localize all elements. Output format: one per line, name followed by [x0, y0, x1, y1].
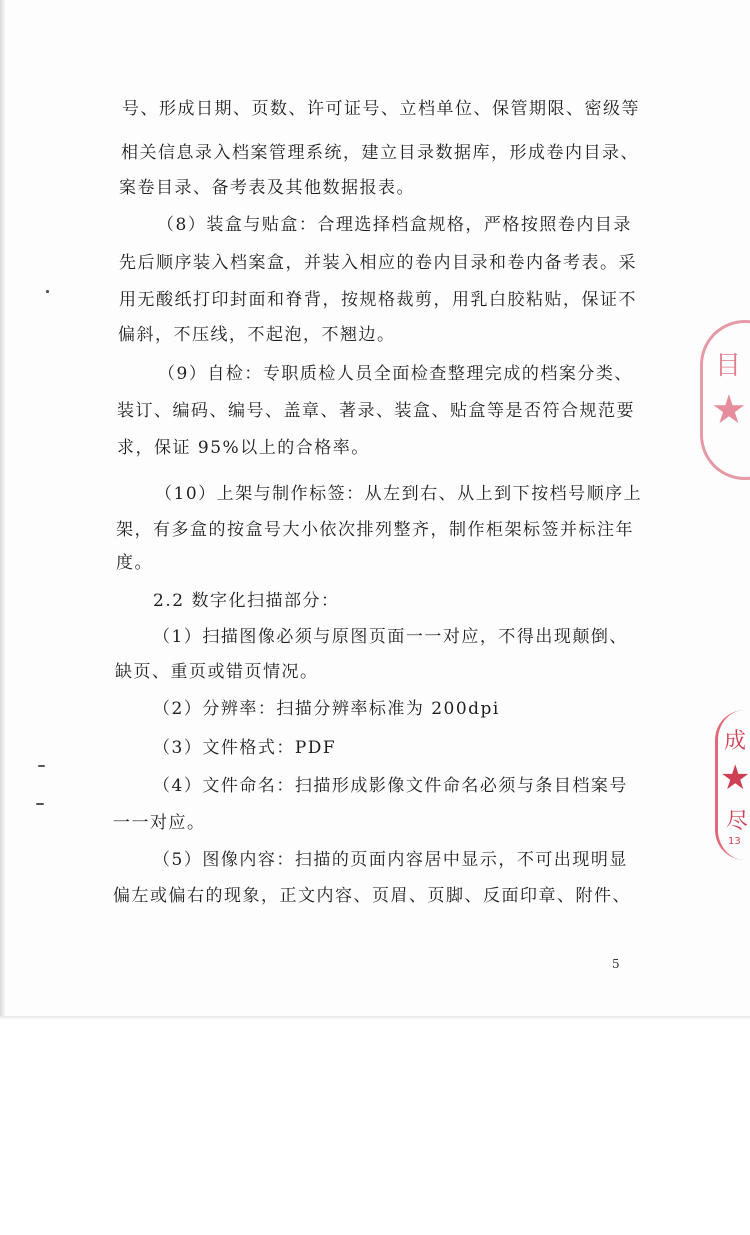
- text-line: 先后顺序装入档案盒，并装入相应的卷内目录和卷内备考表。采: [119, 253, 637, 273]
- seal-stamp-bottom: [715, 710, 750, 860]
- text-line: 求，保证 95%以上的合格率。: [117, 438, 370, 458]
- text-line: （10）上架与制作标签：从左到右、从上到下按档号顺序上: [155, 484, 643, 504]
- page-bottom-shadow: [0, 1016, 750, 1020]
- text-line: （9）自检：专职质检人员全面检查整理完成的档案分类、: [158, 364, 633, 384]
- text-line: （2）分辨率：扫描分辨率标准为 200dpi: [153, 699, 500, 719]
- text-line: （3）文件格式：PDF: [153, 738, 337, 758]
- page-edge-shadow: [0, 0, 6, 1020]
- star-icon: ★: [720, 758, 750, 798]
- text-line: 一一对应。: [113, 813, 206, 833]
- seal-character: 目: [715, 351, 742, 381]
- text-line: 架，有多盒的按盒号大小依次排列整齐，制作柜架标签并标注年: [116, 520, 634, 540]
- text-line: 号、形成日期、页数、许可证号、立档单位、保管期限、密级等: [122, 99, 640, 119]
- page-number: 5: [612, 957, 620, 971]
- text-line: （1）扫描图像必须与原图页面一一对应，不得出现颠倒、: [153, 627, 628, 647]
- text-line: 度。: [116, 553, 153, 573]
- text-line: 相关信息录入档案管理系统，建立目录数据库，形成卷内目录、: [121, 143, 639, 163]
- text-line: （5）图像内容：扫描的页面内容居中显示，不可出现明显: [153, 850, 628, 870]
- text-line: （8）装盒与贴盒：合理选择档盒规格，严格按照卷内目录: [157, 215, 632, 235]
- seal-character: 尽: [726, 809, 749, 834]
- text-line: （4）文件命名：扫描形成影像文件命名必须与条目档案号: [153, 776, 628, 796]
- seal-character: 成: [724, 729, 747, 754]
- text-line: 偏斜，不压线，不起泡，不翘边。: [118, 325, 396, 345]
- scan-speck: [38, 765, 45, 767]
- text-line: 用无酸纸打印封面和脊背，按规格裁剪，用乳白胶粘贴，保证不: [119, 290, 637, 310]
- scan-speck: [46, 290, 49, 293]
- seal-number: 13: [728, 836, 741, 847]
- text-line: 装订、编码、编号、盖章、著录、装盒、贴盒等是否符合规范要: [117, 401, 635, 421]
- seal-stamp-top: [700, 320, 750, 480]
- text-line: 案卷目录、备考表及其他数据报表。: [119, 178, 415, 198]
- text-line: 偏左或偏右的现象，正文内容、页眉、页脚、反面印章、附件、: [113, 886, 631, 906]
- star-icon: ★: [711, 387, 747, 433]
- section-heading: 2.2 数字化扫描部分：: [153, 591, 340, 611]
- scan-speck: [36, 803, 44, 805]
- text-line: 缺页、重页或错页情况。: [115, 662, 319, 682]
